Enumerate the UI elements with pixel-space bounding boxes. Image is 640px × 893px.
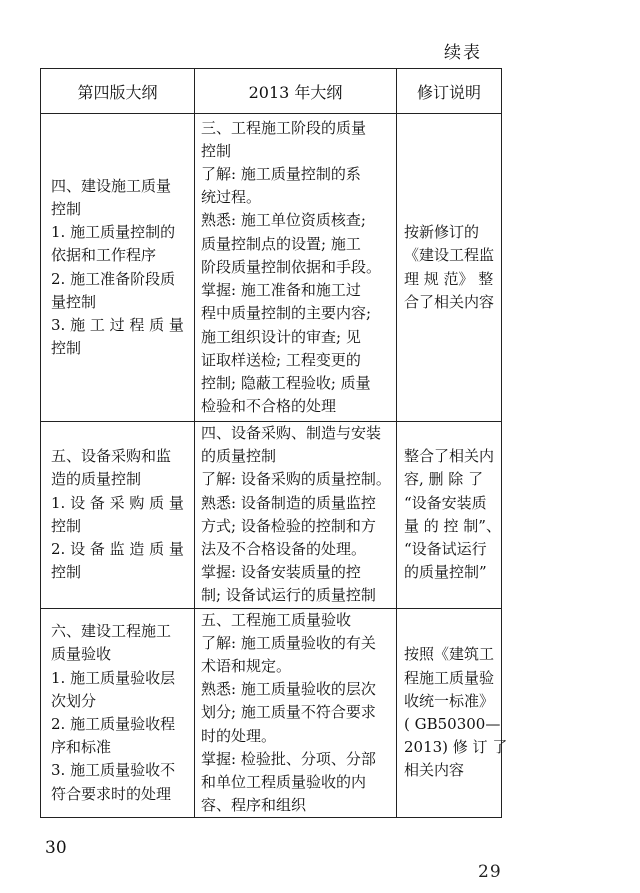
table-row [41,114,502,422]
cell-line: 熟悉: 施工单位资质核查; [201,211,366,230]
cell-revision-note [397,114,502,422]
cell-fourth-edition [41,608,195,818]
header-fourth-edition: 第四版大纲 [41,69,195,114]
table-header-row [41,69,502,114]
cell-line: 按新修订的 [404,223,480,242]
outline-comparison-table [40,68,508,818]
header-revision-notes: 修订说明 [397,69,502,114]
cell-line: 合了相关内容 [404,292,495,311]
cell-line: 五、设备采购和监 [51,447,172,466]
cell-line: 2. 施工准备阶段质 [51,269,176,288]
cell-revision-note [397,608,508,818]
cell-line: 符合要求时的处理 [51,784,172,803]
cell-line: 容, 删 除 了 [404,470,484,489]
cell-line: 的质量控制 [201,447,277,466]
cell-line: 依据和工作程序 [51,246,157,265]
cell-line: 四、设备采购、制造与安装 [201,424,382,442]
cell-line: 整合了相关内 [404,447,495,466]
cell-line: 法及不合格设备的处理。 [201,540,367,559]
table-row [41,608,502,818]
cell-line: 控制 [51,563,82,582]
cell-line: 容、程序和组织 [201,796,307,815]
cell-line: 划分; 施工质量不符合要求 [201,703,376,722]
cell-line: 3. 施工质量验收不 [51,761,176,780]
cell-line: 和单位工程质量验收的内 [201,773,367,792]
cell-line: 了解: 设备采购的质量控制。 [201,470,391,489]
cell-line: 四、建设施工质量 [51,176,172,195]
cell-line: 3. 施 工 过 程 质 量 [51,315,184,334]
cell-line: 量控制 [51,292,97,311]
cell-line: 施工组织设计的审查; 见 [201,327,361,346]
cell-fourth-edition [41,422,195,609]
cell-line: 程中质量控制的主要内容; [201,304,372,323]
cell-line: 术语和规定。 [201,657,292,676]
cell-line: 掌握: 施工准备和施工过 [201,281,361,300]
cell-line: 量 的 控 制”、 [404,516,501,535]
cell-line: 制; 设备试运行的质量控制 [201,586,376,605]
cell-line: 收统一标准》 [404,691,495,710]
cell-line: 方式; 设备检验的控制和方 [201,516,376,535]
cell-line: “设备试运行 [404,540,487,559]
cell-line: 熟悉: 设备制造的质量监控 [201,493,376,512]
cell-line: 五、工程施工质量验收 [201,610,352,629]
cell-line: 掌握: 设备安装质量的控 [201,563,361,582]
cell-line: ( GB50300— [404,715,501,734]
cell-2013-outline [195,114,397,422]
cell-line: 三、工程施工阶段的质量 [201,118,367,137]
cell-line: 掌握: 检验批、分项、分部 [201,749,376,768]
cell-line: 的质量控制” [404,563,487,582]
cell-line: 次划分 [51,691,97,710]
table-row [41,422,502,609]
cell-line: 阶段质量控制依据和手段。 [201,257,382,276]
cell-revision-note [397,422,502,609]
header-2013-outline: 2013 年大纲 [195,69,397,114]
cell-line: 质量控制点的设置; 施工 [201,234,361,253]
cell-line: 熟悉: 施工质量验收的层次 [201,680,376,699]
cell-line: 按照《建筑工 [404,645,495,664]
cell-line: 1. 施工质量控制的 [51,223,176,242]
page-number-bleed: 29 [478,862,502,882]
cell-line: 检验和不合格的处理 [201,397,337,416]
cell-line: 证取样送检; 工程变更的 [201,350,361,369]
continued-label: 续表 [444,43,482,63]
cell-line: 质量验收 [51,645,112,664]
cell-line: 2013) 修 订 了 [404,738,508,757]
cell-line: 控制 [201,141,232,160]
cell-line: 1. 施工质量验收层 [51,668,176,687]
page-number: 30 [45,838,67,858]
cell-line: 序和标准 [51,738,112,757]
cell-line: 了解: 施工质量控制的系 [201,165,361,184]
cell-line: “设备安装质 [404,493,487,512]
cell-line: 程施工质量验 [404,668,495,687]
cell-fourth-edition [41,114,195,422]
cell-line: 《建设工程监 [404,246,495,265]
cell-line: 造的质量控制 [51,470,142,489]
cell-2013-outline [195,608,397,818]
cell-line: 控制; 隐蔽工程验收; 质量 [201,373,371,392]
cell-line: 2. 施工质量验收程 [51,715,176,734]
cell-line: 控制 [51,516,82,535]
cell-line: 统过程。 [201,188,262,207]
cell-line: 控制 [51,199,82,218]
cell-line: 2. 设 备 监 造 质 量 [51,540,184,559]
cell-2013-outline [195,422,397,609]
cell-line: 六、建设工程施工 [51,622,172,641]
cell-line: 时的处理。 [201,726,277,745]
cell-line: 相关内容 [404,761,465,780]
cell-line: 理 规 范》 整 [404,269,494,288]
cell-line: 1. 设 备 采 购 质 量 [51,493,184,512]
cell-line: 控制 [51,339,82,358]
cell-line: 了解: 施工质量验收的有关 [201,633,376,652]
